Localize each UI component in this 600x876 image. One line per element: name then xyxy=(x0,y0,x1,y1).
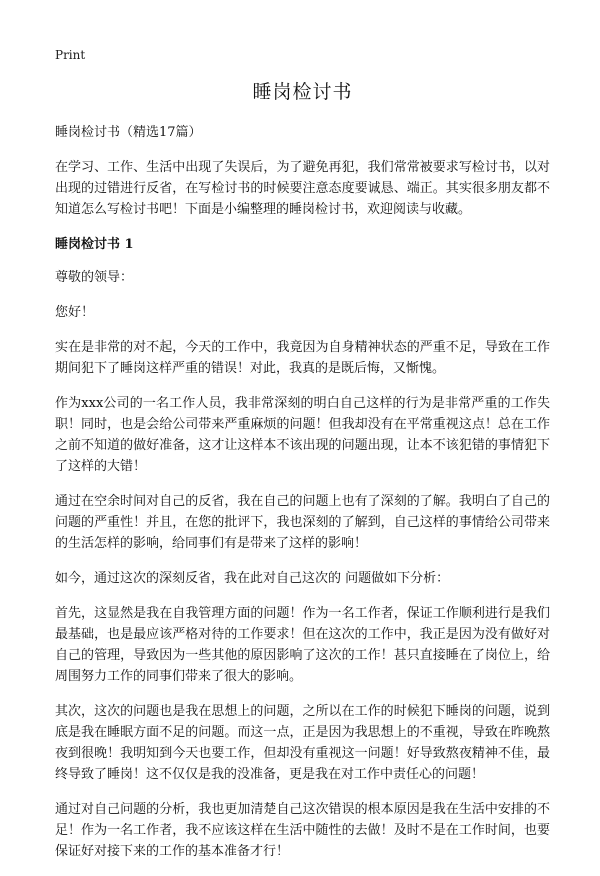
body-paragraph: 实在是非常的对不起，今天的工作中，我竟因为自身精神状态的严重不足，导致在工作期间犯下了睡岗这样严重的错误！对此，我真的是既后悔，又惭愧。 xyxy=(55,340,550,376)
salutation: 尊敬的领导： xyxy=(55,270,134,285)
body-paragraph: 通过在空余时间对自己的反省，我在自己的问题上也有了深刻的了解。我明白了自己的问题的严重性！并且，在您的批评下，我也深刻的了解到，自己这样的事情给公司带来的生活怎样的影响，给同事们有是带来了这样的影响！ xyxy=(55,494,550,551)
intro-paragraph: 在学习、工作、生活中出现了失误后，为了避免再犯，我们常常被要求写检讨书，以对出现的过错进行反省，在写检讨书的时候要注意态度要诚恳、端正。其实很多朋友都不知道怎么写检讨书吧！下面是小编整理的睡岗检讨书，欢迎阅读与收藏。 xyxy=(55,160,550,217)
document-subtitle: 睡岗检讨书（精选17篇） xyxy=(55,125,202,140)
section-heading: 睡岗检讨书 1 xyxy=(55,237,134,252)
body-paragraph: 如今，通过这次的深刻反省，我在此对自己这次的 问题做如下分析： xyxy=(55,571,450,586)
print-link[interactable]: Print xyxy=(55,48,86,62)
greeting: 您好！ xyxy=(55,305,95,320)
page-title: 睡岗检讨书 xyxy=(252,81,353,103)
body-paragraph: 首先，这显然是我在自我管理方面的问题！作为一名工作者，保证工作顺利进行是我们最基础，也是最应该严格对待的工作要求！但在这次的工作中，我正是因为没有做好对自己的管理，导致因为一些其他的原因影响了这次的工作！甚只直接睡在了岗位上，给周围努力工作的同事们带来了很大的影响。 xyxy=(55,606,550,684)
body-paragraph: 通过对自己问题的分析，我也更加清楚自己这次错误的根本原因是我在生活中安排的不足！作为一名工作者，我不应该这样在生活中随性的去做！及时不是在工作时间，也要保证好对接下来的工作的基本准备才行！ xyxy=(55,802,550,859)
body-paragraph: 作为xxx公司的一名工作人员，我非常深刻的明白自己这样的行为是非常严重的工作失职！同时，也是会给公司带来严重麻烦的问题！但我却没有在平常重视这点！总在工作之前不知道的做好准备，这才让这样本不该出现的问题出现，让本不该犯错的事情犯下了这样的大错！ xyxy=(55,396,550,474)
document-body xyxy=(55,122,550,876)
body-paragraph: 其次，这次的问题也是我在思想上的问题，之所以在工作的时候犯下睡岗的问题，说到底是我在睡眠方面不足的问题。而这一点，正是因为我思想上的不重视，导致在昨晚熬夜到很晚！我明知到今天也要工作，但却没有重视这一问题！好导致熬夜精神不佳，最终导致了睡岗！这不仅仅是我的没准备，更是我在对工作中责任心的问题！ xyxy=(55,704,550,782)
